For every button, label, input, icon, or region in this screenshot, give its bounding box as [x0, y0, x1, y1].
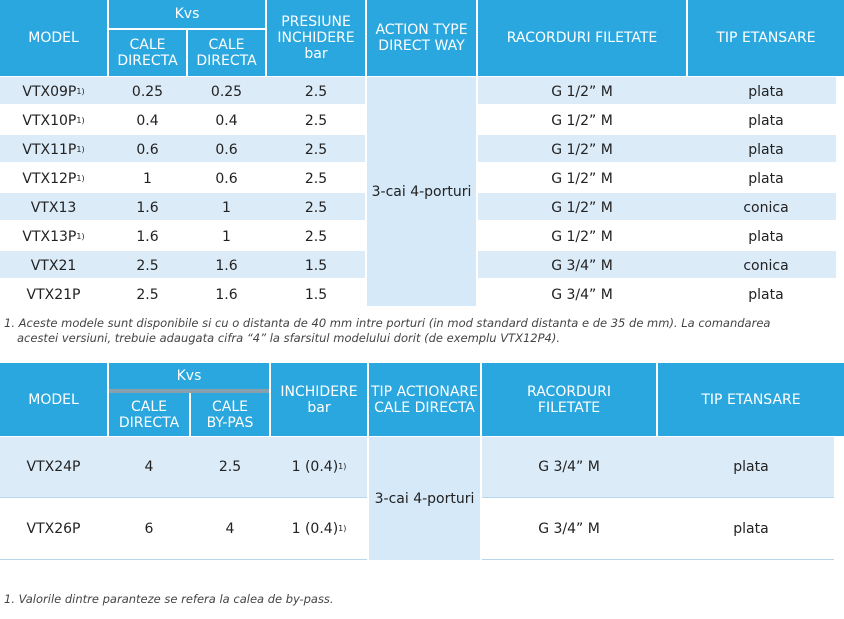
etansare-cell: plata: [748, 170, 784, 187]
header-racorduri: RACORDURI FILETATE: [482, 363, 656, 436]
presiune-cell: 2.5: [304, 112, 328, 129]
racord-cell: G 3/4” M: [538, 459, 600, 475]
etansare-cell: plata: [748, 228, 784, 245]
tip-actionare-value: 3-cai 4-porturi: [369, 437, 480, 560]
racord-cell: G 1/2” M: [551, 199, 613, 216]
kvs-direct-cell: 2.5: [136, 286, 159, 303]
presiune-cell: 2.5: [304, 83, 328, 100]
model-cell: VTX12P 1): [22, 170, 85, 187]
racord-cell: G 1/2” M: [551, 170, 613, 187]
etansare-cell: plata: [733, 521, 769, 537]
model-cell: VTX13P 1): [22, 228, 85, 245]
kvs-direct-2-cell: 1.6: [215, 257, 238, 274]
header-kvs-cale-directa-2: CALE DIRECTA: [188, 30, 265, 76]
racord-cell: G 1/2” M: [551, 112, 613, 129]
header-kvs-cale-directa: CALE DIRECTA: [109, 393, 189, 436]
model-cell: VTX13: [30, 199, 77, 216]
racord-cell: G 3/4” M: [551, 286, 613, 303]
kvs-direct-cell: 0.4: [136, 112, 159, 129]
racord-cell: G 3/4” M: [551, 257, 613, 274]
inchidere-cell: 1 (0.4) 1): [291, 459, 347, 475]
etansare-cell: plata: [748, 286, 784, 303]
etansare-cell: conica: [743, 199, 789, 216]
model-cell: VTX26P: [26, 521, 81, 537]
kvs-direct-2-cell: 0.6: [215, 141, 238, 158]
kvs-direct-2-cell: 0.4: [215, 112, 238, 129]
racord-cell: G 3/4” M: [538, 521, 600, 537]
footnote-1-line-1: 1. Aceste modele sunt disponibile si cu o distanta de 40 mm intre porturi (in mod standard distanta e de 35 de mm). La comandarea: [4, 316, 771, 330]
model-cell: VTX21P: [26, 286, 81, 303]
kvs-direct-cell: 0.6: [136, 141, 159, 158]
kvs-direct-2-cell: 0.25: [210, 83, 243, 100]
kvs-direct-cell: 1.6: [136, 228, 159, 245]
etansare-cell: plata: [748, 141, 784, 158]
model-cell: VTX10P 1): [22, 112, 85, 129]
header-racorduri: RACORDURI FILETATE: [478, 0, 686, 76]
kvs-bypas-cell: 2.5: [218, 459, 242, 475]
model-cell: VTX21: [30, 257, 77, 274]
model-cell: VTX11P 1): [22, 141, 85, 158]
presiune-cell: 1.5: [304, 286, 328, 303]
racord-cell: G 1/2” M: [551, 141, 613, 158]
kvs-direct-cell: 1: [143, 170, 152, 187]
etansare-cell: plata: [748, 112, 784, 129]
etansare-cell: conica: [743, 257, 789, 274]
kvs-direct-2-cell: 1: [222, 228, 231, 245]
kvs-direct-cell: 4: [144, 459, 154, 475]
kvs-direct-cell: 1.6: [136, 199, 159, 216]
presiune-cell: 2.5: [304, 199, 328, 216]
presiune-cell: 2.5: [304, 228, 328, 245]
presiune-cell: 1.5: [304, 257, 328, 274]
kvs-direct-2-cell: 1.6: [215, 286, 238, 303]
kvs-direct-2-cell: 0.6: [215, 170, 238, 187]
model-cell: VTX24P: [26, 459, 81, 475]
header-tip-etansare: TIP ETANSARE: [688, 0, 844, 76]
header-kvs-cale-by-pas: CALE BY-PAS: [191, 393, 269, 436]
kvs-bypas-cell: 4: [225, 521, 235, 537]
etansare-cell: plata: [748, 83, 784, 100]
kvs-direct-cell: 6: [144, 521, 154, 537]
racord-cell: G 1/2” M: [551, 83, 613, 100]
kvs-direct-2-cell: 1: [222, 199, 231, 216]
footnote-2: 1. Valorile dintre paranteze se refera la calea de by-pass.: [4, 592, 334, 606]
header-model: MODEL: [0, 363, 107, 436]
header-inchidere: INCHIDERE bar: [271, 363, 367, 436]
header-tip-etansare: TIP ETANSARE: [658, 363, 844, 436]
header-action-type: ACTION TYPE DIRECT WAY: [367, 0, 476, 76]
kvs-direct-cell: 0.25: [131, 83, 164, 100]
etansare-cell: plata: [733, 459, 769, 475]
header-kvs-cale-directa-1: CALE DIRECTA: [109, 30, 186, 76]
header-tip-actionare: TIP ACTIONARE CALE DIRECTA: [369, 363, 480, 436]
kvs-direct-cell: 2.5: [136, 257, 159, 274]
footnote-1-line-2: acestei versiuni, trebuie adaugata cifra “4” la sfarsitul modelului dorit (de exemplu VTX12P4).: [17, 331, 561, 345]
presiune-cell: 2.5: [304, 170, 328, 187]
presiune-cell: 2.5: [304, 141, 328, 158]
inchidere-cell: 1 (0.4) 1): [291, 521, 347, 537]
header-kvs: Kvs: [109, 363, 269, 389]
header-presiune: PRESIUNE INCHIDERE bar: [267, 0, 365, 76]
header-model: MODEL: [0, 0, 107, 76]
action-type-value: 3-cai 4-porturi: [367, 77, 476, 306]
header-kvs: Kvs: [109, 0, 265, 28]
model-cell: VTX09P 1): [22, 83, 85, 100]
racord-cell: G 1/2” M: [551, 228, 613, 245]
